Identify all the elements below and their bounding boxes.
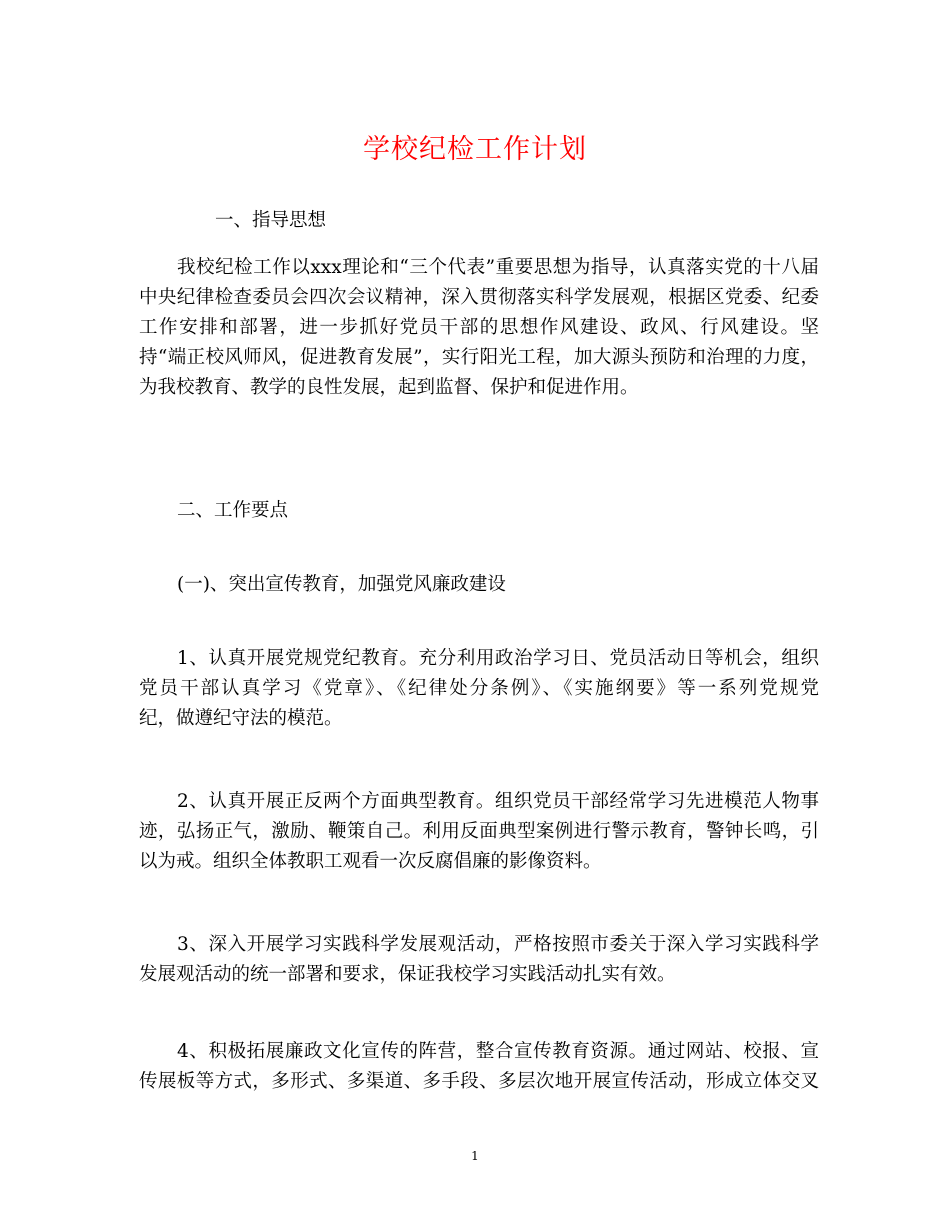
- section-heading-guiding-ideology: 一、指导思想: [215, 210, 327, 231]
- paragraph-line: 迹，弘扬正气，激励、鞭策自己。利用反面典型案例进行警示教育，警钟长鸣，引: [139, 821, 819, 842]
- list-item-4: [139, 1037, 819, 1097]
- paragraph-line: 纪，做遵纪守法的模范。: [139, 708, 343, 729]
- paragraph-line: 我校纪检工作以xxx理论和“三个代表”重要思想为指导，认真落实党的十八届: [177, 257, 819, 278]
- page-number: 1: [471, 1149, 479, 1163]
- paragraph-line: 持“端正校风师风，促进教育发展”，实行阳光工程，加大源头预防和治理的力度，: [139, 347, 819, 368]
- paragraph-line: 3、深入开展学习实践科学发展观活动，严格按照市委关于深入学习实践科学: [177, 934, 819, 955]
- paragraph-line: 2、认真开展正反两个方面典型教育。组织党员干部经常学习先进模范人物事: [177, 791, 819, 812]
- list-item-3: [139, 930, 819, 990]
- document-title: 学校纪检工作计划: [363, 134, 587, 165]
- section-heading-work-points: 二、工作要点: [177, 500, 289, 521]
- paragraph-guiding-ideology: [139, 253, 819, 403]
- paragraph-line: 1、认真开展党规党纪教育。充分利用政治学习日、党员活动日等机会，组织: [177, 648, 819, 669]
- list-item-1: [139, 644, 819, 734]
- paragraph-line: 中央纪律检查委员会四次会议精神，深入贯彻落实科学发展观，根据区党委、纪委: [139, 287, 819, 308]
- paragraph-line: 工作安排和部署，进一步抓好党员干部的思想作风建设、政风、行风建设。坚: [139, 317, 819, 338]
- paragraph-line: 传展板等方式，多形式、多渠道、多手段、多层次地开展宣传活动，形成立体交叉: [139, 1071, 819, 1092]
- paragraph-line: 发展观活动的统一部署和要求，保证我校学习实践活动扎实有效。: [139, 964, 676, 985]
- paragraph-line: 为我校教育、教学的良性发展，起到监督、保护和促进作用。: [139, 377, 639, 398]
- list-item-2: [139, 787, 819, 877]
- paragraph-line: 以为戒。组织全体教职工观看一次反腐倡廉的影像资料。: [139, 851, 602, 872]
- paragraph-line: 4、积极拓展廉政文化宣传的阵营，整合宣传教育资源。通过网站、校报、宣: [177, 1041, 819, 1062]
- paragraph-line: 党员干部认真学习《党章》、《纪律处分条例》、《实施纲要》等一系列党规党: [139, 678, 819, 699]
- subsection-heading-propaganda-education: (一)、突出宣传教育，加强党风廉政建设: [177, 574, 506, 595]
